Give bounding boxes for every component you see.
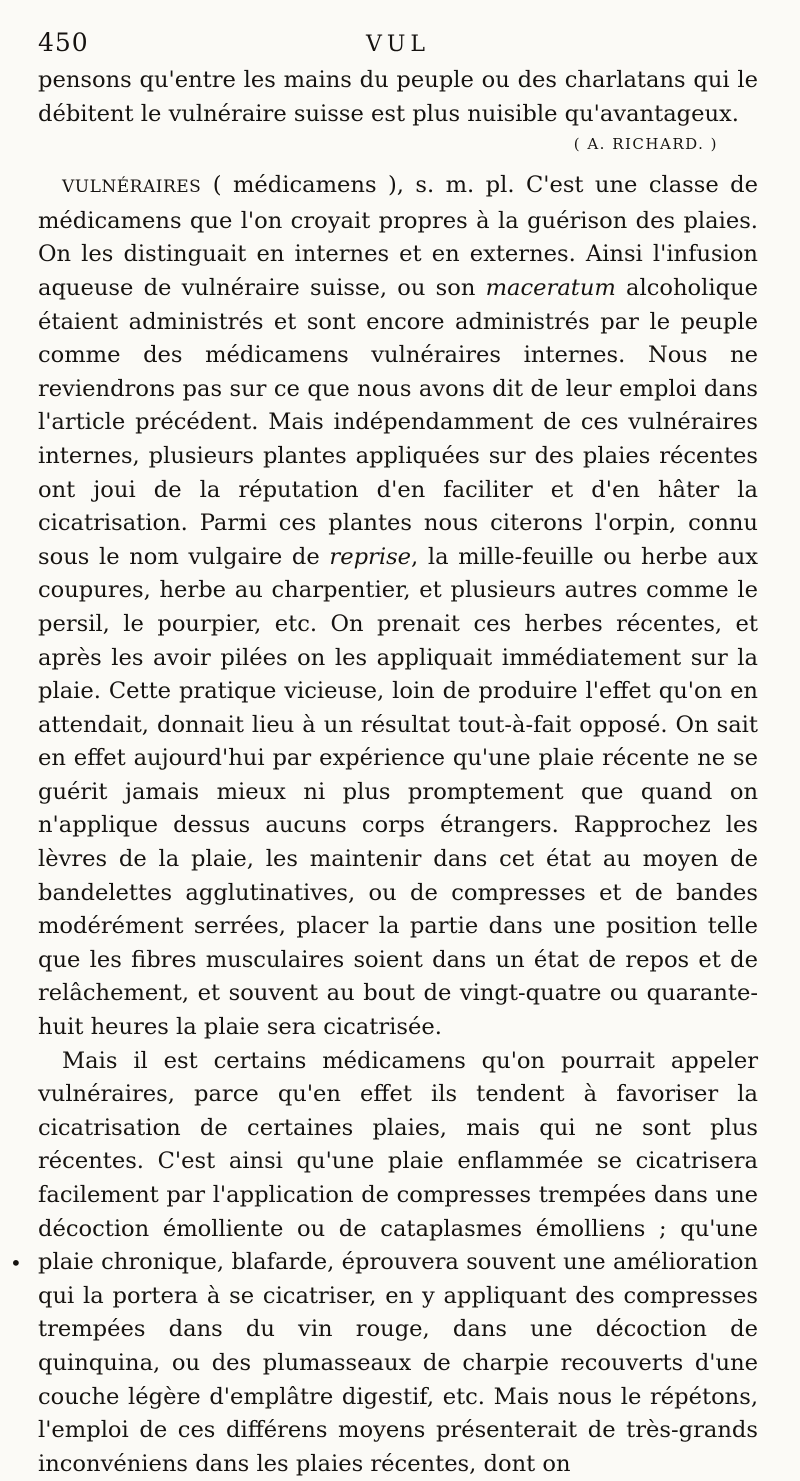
page-header: [38, 28, 758, 64]
author-signature: ( A. RICHARD. ): [573, 135, 718, 154]
italic-term: reprise: [329, 543, 412, 570]
paragraph-text: , la mille-feuille ou herbe aux coupures, herbe au charpentier, et plusieurs autres comme le persil, le pourpier, etc. On prenait ces herbes récentes, et après les avoir pilées on les appliquait immédiatement sur la plaie. Cette pratique vicieuse, loin de produire l'effet qu'on en attendait, donnait lieu à un résultat tout-à-fait opposé. On sait en effet aujourd'hui par expérience qu'une plaie récente ne se guérit jamais mieux ni plus promptement que quand on n'applique dessus aucuns corps étrangers. Rapprochez les lèvres de la plaie, les maintenir dans cet état au moyen de bandelettes agglutinatives, ou de compresses et de bandes modérément serrées, placer la partie dans une position telle que les fibres musculaires soient dans un état de repos et de relâchement, et souvent au bout de vingt-quatre ou quarante-huit heures la plaie sera cicatrisée.: [38, 543, 759, 1041]
paragraph-medicamens: Mais il est certains médicamens qu'on pourrait appeler vulnéraires, parce qu'en effet ils tendent à favoriser la cicatrisation de certaines plaies, mais qui ne sont plus récentes. C'est ainsi qu'une plaie enflammée se cicatrisera facilement par l'application de compresses trempées dans une décoction émolliente ou de cataplasmes émolliens ; qu'une plaie chronique, blafarde, éprouvera souvent une amélioration qui la portera à se cicatriser, en y appliquant des compresses trempées dans du vin rouge, dans une décoction de quinquina, ou des plumasseaux de charpie recouverts d'une couche légère d'emplâtre digestif, etc. Mais nous le répétons, l'emploi de ces différens moyens présenterait de très-grands inconvéniens dans les plaies récentes, dont on: [38, 1047, 758, 1477]
page-body: [38, 64, 758, 1481]
margin-dot-mark: •: [10, 1251, 22, 1275]
entry-headword: VULNÉRAIRES: [62, 177, 202, 198]
italic-term: maceratum: [485, 274, 616, 301]
paragraph-text: ( médicamens ), s. m. pl. C'est une classe de médicamens que l'on croyait propres à la guérison des plaies. On les distinguait en internes et en externes. Ainsi l'infusion aqueuse de vulnéraire suisse, ou son: [38, 172, 758, 301]
running-head: VUL: [365, 32, 431, 57]
page-number: 450: [38, 28, 89, 57]
paragraph-text: alcoholique étaient administrés et sont encore administrés par le peuple comme des médicamens vulnéraires internes. Nous ne reviendrons pas sur ce que nous avons dit de leur emploi dans l'article précédent. Mais indépendamment de ces vulnéraires internes, plusieurs plantes appliquées sur des plaies récentes ont joui de la réputation d'en faciliter et d'en hâter la cicatrisation. Parmi ces plantes nous citerons l'orpin, connu sous le nom vulgaire de: [38, 274, 758, 570]
paragraph-entry-vulneraires: [38, 169, 758, 1044]
paragraph-continued: pensons qu'entre les mains du peuple ou des charlatans qui le débitent le vulnéraire suisse est plus nuisible qu'avantageux.: [38, 67, 758, 127]
